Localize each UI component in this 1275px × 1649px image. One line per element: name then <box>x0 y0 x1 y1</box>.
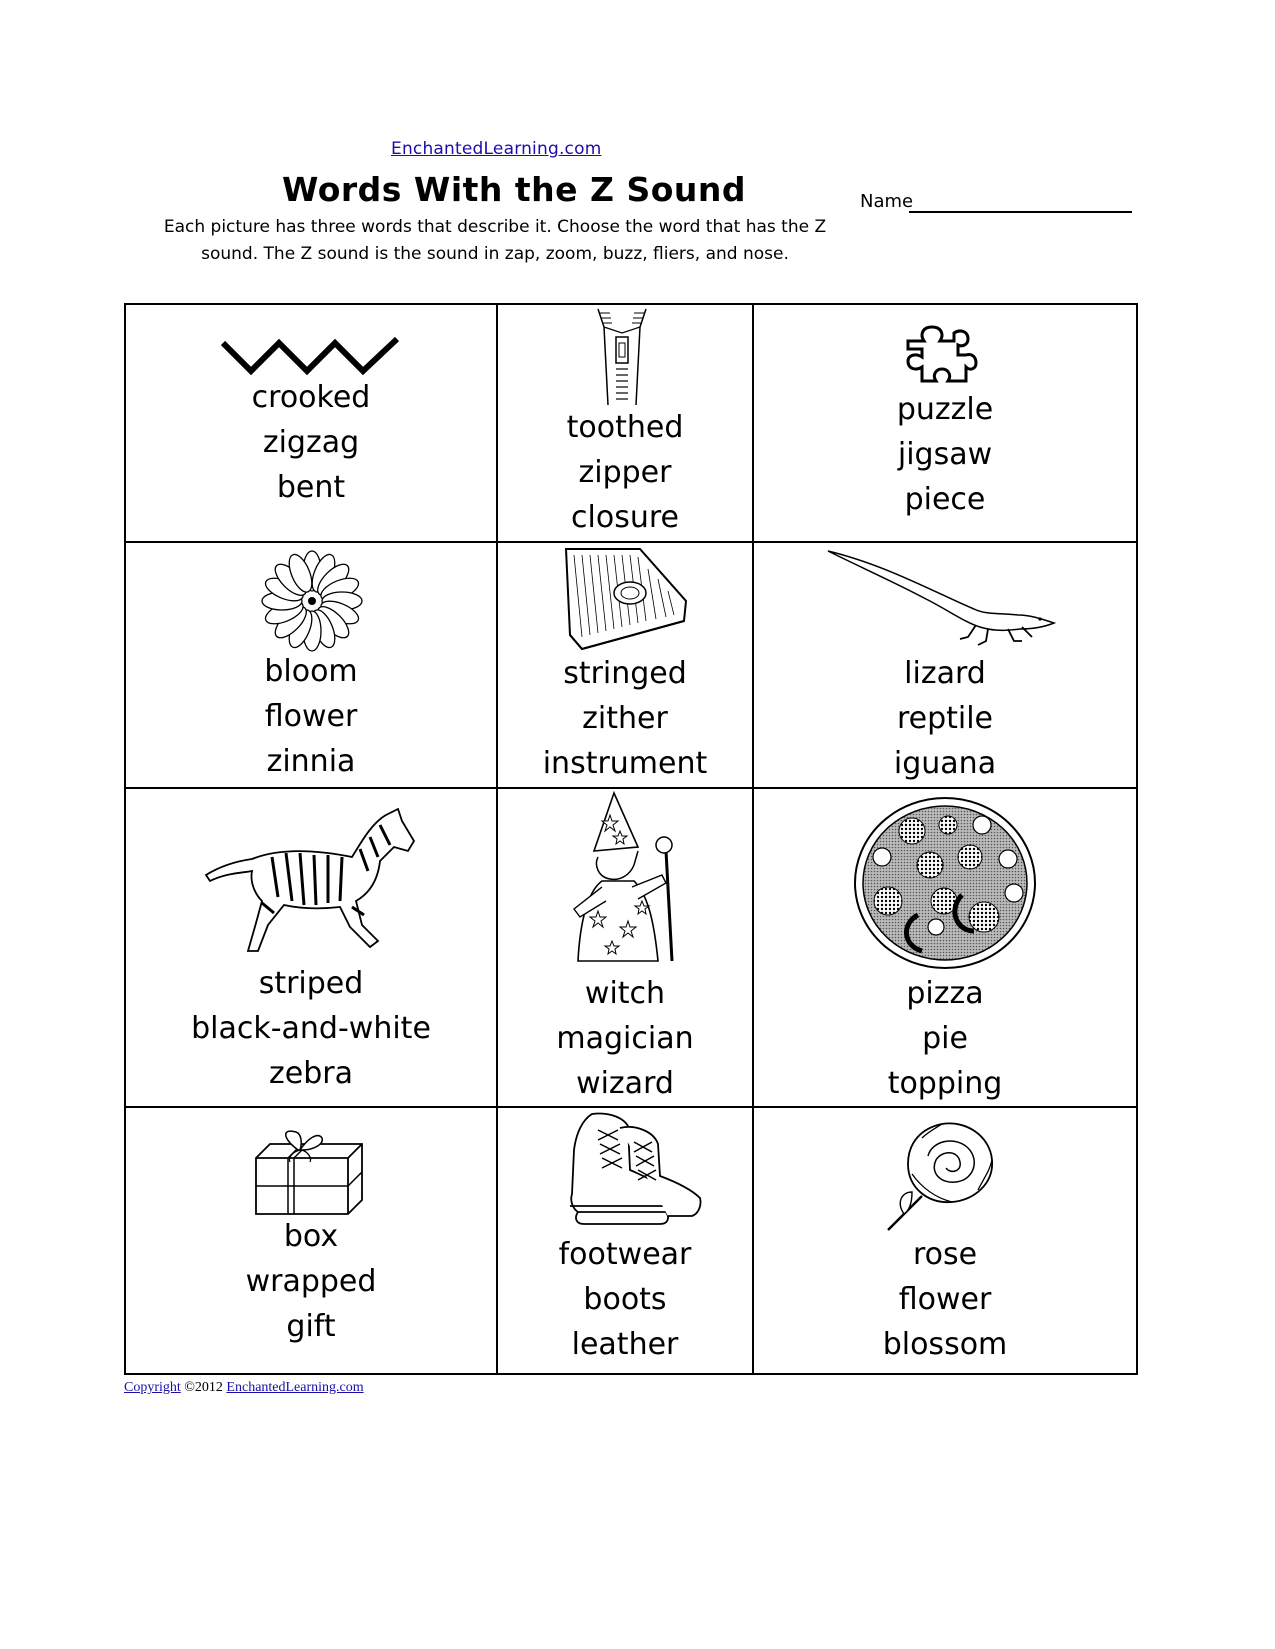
word-list <box>126 649 496 784</box>
name-label: Name <box>860 191 914 212</box>
word: flower <box>264 699 358 734</box>
word: leather <box>571 1327 679 1362</box>
word-list <box>498 405 752 540</box>
word: iguana <box>893 746 997 781</box>
word: footwear <box>558 1237 692 1272</box>
word: zither <box>582 701 668 736</box>
grid-cell <box>753 304 1137 542</box>
word: wizard <box>576 1066 674 1101</box>
word: witch <box>584 976 666 1011</box>
word: striped <box>258 966 364 1001</box>
wizard-picture <box>558 791 698 971</box>
copyright-link[interactable]: Copyright <box>124 1380 181 1395</box>
word: black-and-white <box>191 1011 431 1046</box>
word: box <box>283 1219 339 1254</box>
word: zinnia <box>266 744 356 779</box>
word-grid <box>124 303 1138 1375</box>
word: stringed <box>563 656 687 691</box>
zigzag-line-picture <box>221 335 401 375</box>
puzzle-piece-picture <box>902 325 994 387</box>
word: topping <box>887 1066 1003 1101</box>
pizza-picture <box>852 795 1038 971</box>
word: blossom <box>882 1327 1008 1362</box>
gift-box-picture <box>252 1128 364 1218</box>
grid-cell <box>125 542 497 788</box>
footer-site-link[interactable]: EnchantedLearning.com <box>226 1380 364 1395</box>
zither-picture <box>560 545 690 653</box>
zebra-picture <box>202 801 422 965</box>
grid-cell <box>753 1107 1137 1374</box>
word-list <box>126 1214 496 1349</box>
lizard-picture <box>826 545 1058 649</box>
word: wrapped <box>245 1264 377 1299</box>
word: piece <box>904 482 986 517</box>
grid-cell <box>497 1107 753 1374</box>
instructions: Each picture has three words that describe it. Choose the word that has the Z sound. The Z sound is the sound in zap, zoom, buzz, fliers, and nose. <box>163 217 827 264</box>
grid-cell <box>753 542 1137 788</box>
copyright-year: ©2012 <box>184 1380 223 1395</box>
grid-cell <box>125 304 497 542</box>
grid-cell <box>125 1107 497 1374</box>
word: crooked <box>251 380 371 415</box>
word-list <box>498 971 752 1106</box>
boots-picture <box>548 1110 704 1226</box>
word: zipper <box>578 455 672 490</box>
word-list <box>754 651 1136 786</box>
word: bent <box>276 470 346 505</box>
footer <box>124 1380 364 1396</box>
grid-cell <box>497 542 753 788</box>
word: flower <box>898 1282 992 1317</box>
site-link[interactable]: EnchantedLearning.com <box>391 139 602 159</box>
word: pie <box>922 1021 968 1056</box>
word-list <box>754 387 1136 522</box>
word-list <box>126 961 496 1096</box>
word: jigsaw <box>897 437 993 472</box>
grid-cell <box>497 304 753 542</box>
word-list <box>126 375 496 510</box>
grid-cell <box>753 788 1137 1107</box>
word-list <box>498 651 752 786</box>
word: zebra <box>269 1056 353 1091</box>
word: puzzle <box>896 392 994 427</box>
word: zigzag <box>262 425 360 460</box>
word: gift <box>286 1309 336 1344</box>
word: pizza <box>906 976 984 1011</box>
word: rose <box>912 1237 978 1272</box>
word: magician <box>556 1021 694 1056</box>
zinnia-flower-picture <box>260 549 364 653</box>
word: instrument <box>542 746 708 781</box>
zipper-picture <box>590 307 654 407</box>
word: closure <box>571 500 679 535</box>
word: reptile <box>896 701 994 736</box>
word: lizard <box>904 656 986 691</box>
grid-cell <box>125 788 497 1107</box>
word: bloom <box>264 654 358 689</box>
word: boots <box>583 1282 667 1317</box>
word-list <box>498 1232 752 1367</box>
word-list <box>754 971 1136 1106</box>
page-title: Words With the Z Sound <box>282 170 746 209</box>
word: toothed <box>566 410 684 445</box>
rose-picture <box>882 1118 1006 1232</box>
word-list <box>754 1232 1136 1367</box>
name-blank-line <box>909 211 1132 213</box>
grid-cell <box>497 788 753 1107</box>
